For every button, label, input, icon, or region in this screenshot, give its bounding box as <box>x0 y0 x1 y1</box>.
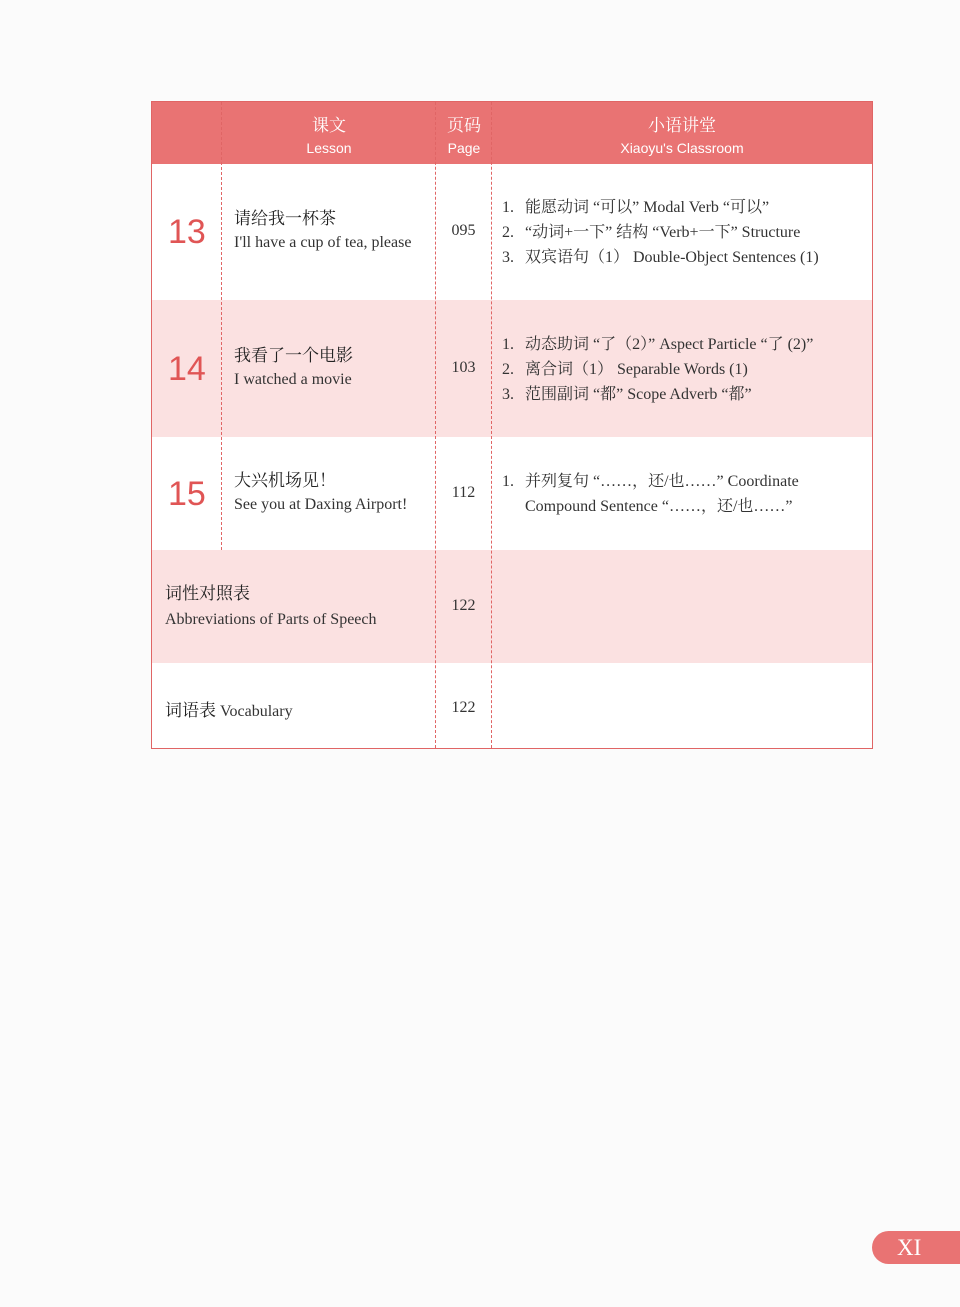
page-number[interactable]: 122 <box>451 699 476 716</box>
lesson-number: 13 <box>168 213 206 251</box>
header-lesson <box>222 102 436 164</box>
contents-table <box>151 101 873 749</box>
header-classroom <box>492 102 872 164</box>
page-number[interactable]: 103 <box>451 359 476 376</box>
appendix-title-en: Abbreviations of Parts of Speech <box>165 611 377 628</box>
header-lesson-zh: 课文 <box>312 116 346 136</box>
classroom-item: 3. 范围副词 “都” Scope Adverb “都” <box>502 386 752 403</box>
lesson-number: 14 <box>168 350 206 388</box>
header-page-zh: 页码 <box>447 116 481 136</box>
appendix-title-zh: 词语表 <box>165 701 216 721</box>
page-number[interactable]: 095 <box>451 222 476 239</box>
classroom-item: 1. 能愿动词 “可以” Modal Verb “可以” <box>502 199 770 216</box>
appendix-title-en: Vocabulary <box>220 703 293 720</box>
lesson-row-15[interactable] <box>152 437 872 550</box>
lesson-title-zh: 我看了一个电影 <box>234 346 353 366</box>
appendix-title <box>165 582 377 632</box>
appendix-title <box>165 696 293 721</box>
classroom-topics <box>502 195 867 270</box>
lesson-title <box>234 344 353 392</box>
classroom-item: 2. 离合词（1） Separable Words (1) <box>502 361 748 378</box>
classroom-item: 3. 双宾语句（1） Double-Object Sentences (1) <box>502 249 819 266</box>
header-lesson-en: Lesson <box>306 140 352 156</box>
page-number-badge: XI <box>872 1231 960 1264</box>
classroom-item: 1. 并列复句 “……，还/也……” Coordinate <box>502 473 799 490</box>
column-divider-page-right <box>491 102 492 748</box>
lesson-title <box>234 207 411 255</box>
lesson-title <box>234 469 407 517</box>
lesson-title-zh: 请给我一杯茶 <box>234 209 336 229</box>
lesson-row-14[interactable] <box>152 300 872 437</box>
lesson-row-13[interactable] <box>152 164 872 300</box>
header-page-en: Page <box>447 140 481 156</box>
classroom-item-continuation: Compound Sentence “……，还/也……” <box>525 498 793 515</box>
lesson-title-en: See you at Daxing Airport! <box>234 496 408 513</box>
page-number[interactable]: 122 <box>451 597 476 614</box>
lesson-title-zh: 大兴机场见！ <box>234 471 336 491</box>
column-divider-lesson <box>221 102 222 550</box>
appendix-row-parts-of-speech[interactable] <box>152 550 872 663</box>
appendix-row-vocabulary[interactable] <box>152 663 872 749</box>
column-divider-page-left <box>435 102 436 748</box>
classroom-item: 1. 动态助词 “了（2）” Aspect Particle “了 (2)” <box>502 336 814 353</box>
header-page <box>436 102 492 164</box>
classroom-topics <box>502 332 867 407</box>
classroom-topics <box>502 469 867 519</box>
classroom-item: 2. “动词+一下” 结构 “Verb+一下” Structure <box>502 224 801 241</box>
page-number[interactable]: 112 <box>451 484 476 501</box>
header-classroom-zh: 小语讲堂 <box>648 116 716 136</box>
header-classroom-en: Xiaoyu's Classroom <box>620 140 744 156</box>
appendix-title-zh: 词性对照表 <box>165 584 250 604</box>
lesson-title-en: I'll have a cup of tea, please <box>234 234 412 251</box>
lesson-title-en: I watched a movie <box>234 371 352 388</box>
lesson-number: 15 <box>168 475 206 513</box>
table-header <box>152 102 872 164</box>
